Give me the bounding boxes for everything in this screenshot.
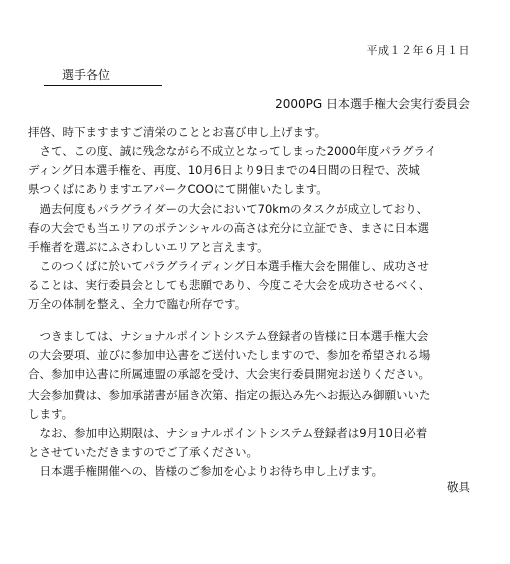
sender-organization: 2000PG 日本選手権大会実行委員会 bbox=[275, 97, 470, 111]
venue-paragraph: 過去何度もパラグライダーの大会において70kmのタスクが成立しており、 春の大会でも当エリアのポテンシャルの高さは充分に立証でき、まさに日本選 手権者を選ぶにふさわしいエリアと言えます。 bbox=[28, 202, 429, 254]
commitment-paragraph: このつくばに於いてパラグライディング日本選手権大会を開催し、成功させ ることは、実行委員会としても悲願であり、今度こそ大会を成功させるべく、 万全の体制を整え、全力で臨む所存です。 bbox=[28, 259, 431, 311]
deadline-paragraph: なお、参加申込期限は、ナショナルポイントシステム登録者は9月10日必着 とさせていただきますのでご了承ください。 bbox=[28, 426, 428, 459]
closing-word: 敬具 bbox=[447, 480, 470, 494]
closing-paragraph: 日本選手権開催への、皆様のご参加を心よりお待ち申し上げます。 bbox=[28, 464, 384, 478]
addressee-line: 選手各位 bbox=[44, 66, 162, 86]
letter-date: 平成１２年６月１日 bbox=[366, 44, 470, 57]
announcement-paragraph: さて、この度、誠に残念ながら不成立となってしまった2000年度パラグライ ディング日本選手権を、再度、10月6日より9日までの4日間の日程で、茨城 県つくばにありますエアパークCOOにて開催いたします。 bbox=[28, 144, 437, 196]
application-paragraph: つきましては、ナショナルポイントシステム登録者の皆様に日本選手権大会 の大会要項、並びに参加申込書をご送付いたしますので、参加を希望される場 合、参加申込書に所属連盟の承認を受け、大会実行委員開宛お送りください。 bbox=[28, 329, 431, 381]
fee-paragraph: 大会参加費は、参加承諾書が届き次第、指定の振込み先へお振込み御願いいた します。 bbox=[28, 388, 431, 421]
greeting-paragraph: 拝啓、時下ますますご清栄のこととお喜び申し上げます。 bbox=[28, 125, 327, 139]
